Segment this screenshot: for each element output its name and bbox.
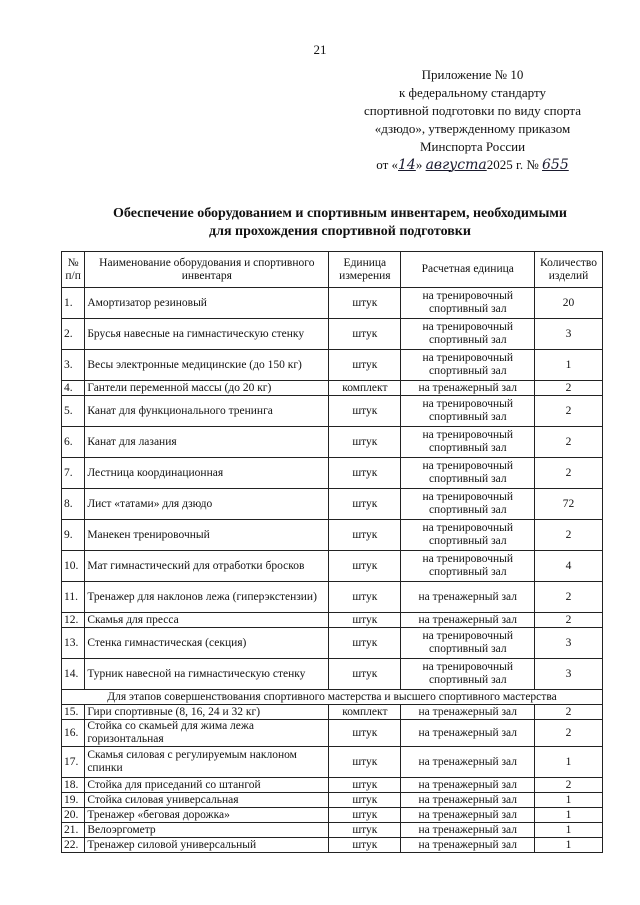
cell-qty: 1	[535, 808, 603, 823]
cell-unit: штук	[329, 838, 401, 853]
cell-name: Стойка для приседаний со штангой	[85, 778, 329, 793]
cell-unit: штук	[329, 659, 401, 690]
table-row	[62, 381, 603, 396]
header-calc: Расчетная единица	[401, 252, 535, 288]
appendix-header	[340, 66, 605, 174]
cell-qty: 2	[535, 720, 603, 747]
cell-num: 7.	[62, 458, 85, 489]
cell-name: Скамья для пресса	[85, 613, 329, 628]
cell-qty: 2	[535, 613, 603, 628]
cell-num: 3.	[62, 350, 85, 381]
date-day: 14	[398, 157, 416, 173]
cell-qty: 3	[535, 319, 603, 350]
cell-num: 16.	[62, 720, 85, 747]
table-header-row	[62, 252, 603, 288]
cell-num: 9.	[62, 520, 85, 551]
table-row	[62, 288, 603, 319]
cell-calc: на тренировочный спортивный зал	[401, 489, 535, 520]
cell-qty: 2	[535, 381, 603, 396]
table-row	[62, 838, 603, 853]
title-line: Обеспечение оборудованием и спортивным инвентарем, необходимыми	[113, 206, 567, 221]
cell-name: Скамья силовая с регулируемым наклоном спинки	[85, 747, 329, 778]
table-row	[62, 489, 603, 520]
cell-num: 2.	[62, 319, 85, 350]
cell-unit: комплект	[329, 381, 401, 396]
cell-unit: штук	[329, 747, 401, 778]
cell-num: 4.	[62, 381, 85, 396]
table-row	[62, 551, 603, 582]
cell-name: Амортизатор резиновый	[85, 288, 329, 319]
header-num: № п/п	[62, 252, 85, 288]
cell-unit: штук	[329, 793, 401, 808]
cell-num: 12.	[62, 613, 85, 628]
cell-num: 17.	[62, 747, 85, 778]
table-row	[62, 793, 603, 808]
cell-name: Гири спортивные (8, 16, 24 и 32 кг)	[85, 705, 329, 720]
cell-name: Стойка силовая универсальная	[85, 793, 329, 808]
table-row	[62, 350, 603, 381]
cell-name: Стенка гимнастическая (секция)	[85, 628, 329, 659]
cell-name: Велоэргометр	[85, 823, 329, 838]
cell-unit: штук	[329, 628, 401, 659]
cell-qty: 2	[535, 396, 603, 427]
cell-unit: штук	[329, 489, 401, 520]
order-number: 655	[542, 157, 569, 173]
cell-calc: на тренажерный зал	[401, 720, 535, 747]
table-row	[62, 520, 603, 551]
table-row	[62, 396, 603, 427]
cell-qty: 1	[535, 823, 603, 838]
date-mid: »	[415, 157, 423, 172]
cell-qty: 2	[535, 458, 603, 489]
cell-calc: на тренажерный зал	[401, 582, 535, 613]
cell-calc: на тренажерный зал	[401, 778, 535, 793]
cell-calc: на тренировочный спортивный зал	[401, 551, 535, 582]
document-title	[60, 205, 620, 241]
appendix-line: спортивной подготовки по виду спорта	[363, 103, 582, 118]
table-section	[62, 690, 603, 705]
section-heading: Для этапов совершенствования спортивного мастерства и высшего спортивного мастерства	[62, 690, 603, 705]
appendix-line: «дзюдо», утвержденному приказом	[374, 121, 571, 136]
cell-qty: 2	[535, 778, 603, 793]
cell-unit: штук	[329, 582, 401, 613]
table-row	[62, 747, 603, 778]
table-row	[62, 628, 603, 659]
cell-name: Тренажер силовой универсальный	[85, 838, 329, 853]
cell-name: Тренажер «беговая дорожка»	[85, 808, 329, 823]
cell-qty: 72	[535, 489, 603, 520]
cell-calc: на тренировочный спортивный зал	[401, 427, 535, 458]
appendix-line: Минспорта России	[419, 139, 526, 154]
cell-calc: на тренажерный зал	[401, 823, 535, 838]
cell-name: Брусья навесные на гимнастическую стенку	[85, 319, 329, 350]
cell-unit: комплект	[329, 705, 401, 720]
title-line: для прохождения спортивной подготовки	[209, 224, 471, 239]
cell-qty: 2	[535, 427, 603, 458]
appendix-line: Приложение № 10	[421, 67, 524, 82]
cell-qty: 1	[535, 838, 603, 853]
cell-num: 8.	[62, 489, 85, 520]
cell-num: 22.	[62, 838, 85, 853]
cell-name: Лестница координационная	[85, 458, 329, 489]
cell-unit: штук	[329, 350, 401, 381]
cell-calc: на тренажерный зал	[401, 793, 535, 808]
cell-qty: 1	[535, 350, 603, 381]
cell-unit: штук	[329, 823, 401, 838]
date-month: августа	[425, 157, 487, 173]
cell-name: Гантели переменной массы (до 20 кг)	[85, 381, 329, 396]
cell-name: Весы электронные медицинские (до 150 кг)	[85, 350, 329, 381]
cell-unit: штук	[329, 319, 401, 350]
header-name: Наименование оборудования и спортивного инвентаря	[85, 252, 329, 288]
cell-calc: на тренажерный зал	[401, 808, 535, 823]
equipment-table	[61, 251, 603, 853]
cell-name: Канат для функционального тренинга	[85, 396, 329, 427]
cell-num: 13.	[62, 628, 85, 659]
table-row	[62, 720, 603, 747]
cell-num: 5.	[62, 396, 85, 427]
cell-calc: на тренировочный спортивный зал	[401, 396, 535, 427]
appendix-line: к федеральному стандарту	[398, 85, 547, 100]
header-unit: Единица измерения	[329, 252, 401, 288]
cell-calc: на тренировочный спортивный зал	[401, 319, 535, 350]
cell-unit: штук	[329, 551, 401, 582]
cell-calc: на тренировочный спортивный зал	[401, 288, 535, 319]
cell-num: 15.	[62, 705, 85, 720]
cell-unit: штук	[329, 720, 401, 747]
cell-num: 11.	[62, 582, 85, 613]
cell-num: 14.	[62, 659, 85, 690]
cell-calc: на тренажерный зал	[401, 613, 535, 628]
cell-unit: штук	[329, 458, 401, 489]
cell-qty: 2	[535, 705, 603, 720]
cell-name: Манекен тренировочный	[85, 520, 329, 551]
page-number: 21	[313, 42, 327, 57]
cell-unit: штук	[329, 613, 401, 628]
cell-qty: 1	[535, 747, 603, 778]
cell-unit: штук	[329, 808, 401, 823]
table-body-part2	[62, 705, 603, 853]
cell-qty: 3	[535, 628, 603, 659]
cell-qty: 3	[535, 659, 603, 690]
cell-name: Канат для лазания	[85, 427, 329, 458]
table-row	[62, 582, 603, 613]
cell-calc: на тренировочный спортивный зал	[401, 458, 535, 489]
cell-num: 20.	[62, 808, 85, 823]
cell-qty: 4	[535, 551, 603, 582]
cell-name: Турник навесной на гимнастическую стенку	[85, 659, 329, 690]
table-row	[62, 458, 603, 489]
cell-name: Тренажер для наклонов лежа (гиперэкстензии)	[85, 582, 329, 613]
cell-qty: 2	[535, 582, 603, 613]
table-row	[62, 808, 603, 823]
table-row	[62, 659, 603, 690]
cell-unit: штук	[329, 520, 401, 551]
cell-qty: 1	[535, 793, 603, 808]
table-row	[62, 613, 603, 628]
cell-name: Мат гимнастический для отработки бросков	[85, 551, 329, 582]
table-row	[62, 705, 603, 720]
cell-calc: на тренажерный зал	[401, 747, 535, 778]
cell-qty: 20	[535, 288, 603, 319]
cell-num: 6.	[62, 427, 85, 458]
appendix-date-line	[340, 156, 605, 174]
cell-unit: штук	[329, 288, 401, 319]
cell-calc: на тренажерный зал	[401, 705, 535, 720]
cell-calc: на тренажерный зал	[401, 838, 535, 853]
cell-unit: штук	[329, 396, 401, 427]
cell-num: 18.	[62, 778, 85, 793]
cell-name: Лист «татами» для дзюдо	[85, 489, 329, 520]
cell-unit: штук	[329, 427, 401, 458]
cell-calc: на тренировочный спортивный зал	[401, 350, 535, 381]
cell-num: 1.	[62, 288, 85, 319]
section-heading-row	[62, 690, 603, 705]
cell-name: Стойка со скамьей для жима лежа горизонтальная	[85, 720, 329, 747]
table-row	[62, 427, 603, 458]
cell-calc: на тренажерный зал	[401, 381, 535, 396]
table-row	[62, 319, 603, 350]
table-row	[62, 778, 603, 793]
cell-unit: штук	[329, 778, 401, 793]
table-body-part1	[62, 288, 603, 690]
table-row	[62, 823, 603, 838]
cell-calc: на тренировочный спортивный зал	[401, 659, 535, 690]
cell-calc: на тренировочный спортивный зал	[401, 628, 535, 659]
cell-qty: 2	[535, 520, 603, 551]
date-prefix: от «	[376, 157, 398, 172]
cell-num: 21.	[62, 823, 85, 838]
cell-num: 19.	[62, 793, 85, 808]
cell-num: 10.	[62, 551, 85, 582]
cell-calc: на тренировочный спортивный зал	[401, 520, 535, 551]
header-qty: Количество изделий	[535, 252, 603, 288]
date-year: 2025 г. №	[486, 157, 543, 172]
